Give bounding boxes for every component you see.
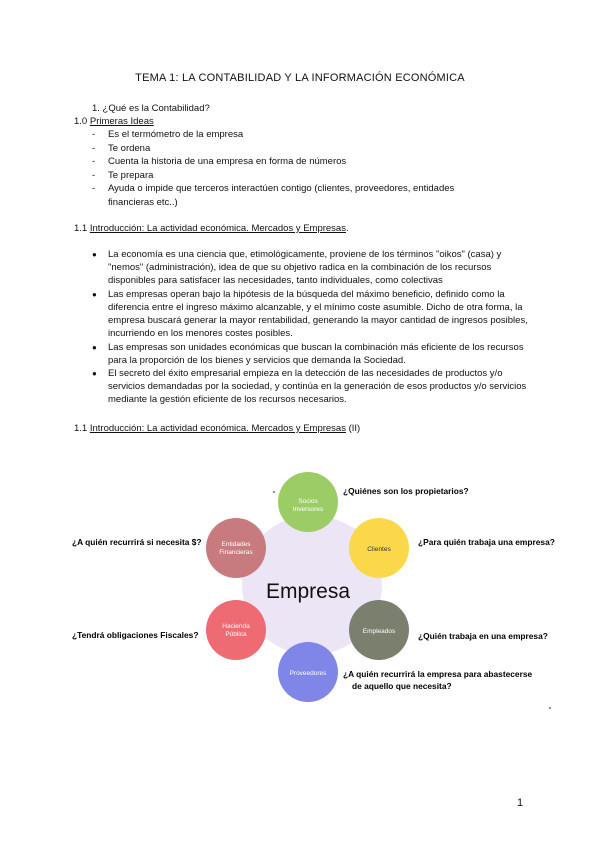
section-title: Primeras Ideas xyxy=(89,116,154,127)
question-what-is-accounting: 1. ¿Qué es la Contabilidad? xyxy=(92,103,210,114)
question-suppliers: ¿A quién recurrirá la empresa para abastecerse xyxy=(343,669,533,679)
section-number: 1.1 xyxy=(74,223,88,234)
section-title-tail: (II) xyxy=(345,423,361,434)
node-circle xyxy=(206,600,266,660)
list-item-continuation: financieras etc..) xyxy=(108,196,178,208)
question-financing: ¿A quién recurrirá si necesita $? xyxy=(72,537,202,547)
node-label: Financieras xyxy=(219,549,253,556)
bullet-item: ● Las empresas operan bajo la hipótesis de la búsqueda del máximo beneficio, definido como la diferencia entre el ingreso máximo alcanzable, y el mínimo coste asumible. Dicho de otra forma, la empresa buscará generar la mayor rentabilidad, generando la mayor cantidad de ingresos posibles, incurriendo en los menores costes posibles. xyxy=(92,288,532,341)
node-clientes xyxy=(349,518,409,578)
bullet-item: ● El secreto del éxito empresarial empieza en la detección de las necesidades de productos y/o servicios demandadas por la sociedad, y continúa en la generación de esos productos y/o servicios mediante la gestión eficiente de los recursos necesarios. xyxy=(92,367,532,407)
node-label: Hacienda xyxy=(222,623,250,630)
node-entidades xyxy=(206,518,266,578)
section-title: Introducción: La actividad económica. Mercados y Empresas xyxy=(89,423,346,434)
section-number: 1.0 xyxy=(74,116,88,127)
question-who-for: ¿Para quién trabaja una empresa? xyxy=(418,537,555,547)
question-who-works: ¿Quién trabaja en una empresa? xyxy=(418,631,548,641)
node-proveedores xyxy=(278,642,338,702)
section-title-tail: . xyxy=(345,223,349,234)
bullet-item: ● La economía es una ciencia que, etimológicamente, proviene de los términos "oikos" (casa) y "nemos" (administración), idea de que su objetivo radica en la combinación de los recursos disponibles para satisfacer las necesidades, tanto individuales, como colectivas xyxy=(92,248,532,288)
list-item: - Cuenta la historia de una empresa en forma de números xyxy=(92,155,454,169)
node-label: Socios xyxy=(298,498,318,505)
question-owners: ¿Quiénes son los propietarios? xyxy=(343,486,469,496)
node-label: Inversores xyxy=(292,506,324,513)
node-socios xyxy=(278,472,338,532)
document-title: TEMA 1: LA CONTABILIDAD Y LA INFORMACIÓN ECONÓMICA xyxy=(135,72,465,84)
node-label: Entidades xyxy=(221,541,251,548)
node-empleados xyxy=(349,600,409,660)
dot-mark xyxy=(549,707,551,709)
question-suppliers-cont: de aquello que necesita? xyxy=(352,681,452,691)
list-item: - Es el termómetro de la empresa xyxy=(92,128,454,142)
node-label: Pública xyxy=(225,631,247,638)
list-item: - Te ordena xyxy=(92,142,454,156)
node-label: Proveedores xyxy=(289,670,327,677)
dot-mark xyxy=(273,491,275,493)
list-item: - Te prepara xyxy=(92,169,454,183)
section-number: 1.1 xyxy=(74,423,88,434)
node-label: Empleados xyxy=(362,628,396,635)
node-label: Clientes xyxy=(367,546,391,553)
node-hacienda xyxy=(206,600,266,660)
section-title: Introducción: La actividad económica. Mercados y Empresas xyxy=(89,223,346,234)
node-circle xyxy=(206,518,266,578)
bullet-item: ● Las empresas son unidades económicas que buscan la combinación más eficiente de los recursos para la proporción de los bienes y servicios que demanda la Sociedad. xyxy=(92,341,532,367)
page-number: 1 xyxy=(517,797,524,809)
list-item: - Ayuda o impide que terceros interactúen contigo (clientes, proveedores, entidades xyxy=(92,182,454,196)
question-taxes: ¿Tendrá obligaciones Fiscales? xyxy=(72,630,199,640)
center-label: Empresa xyxy=(266,580,351,603)
